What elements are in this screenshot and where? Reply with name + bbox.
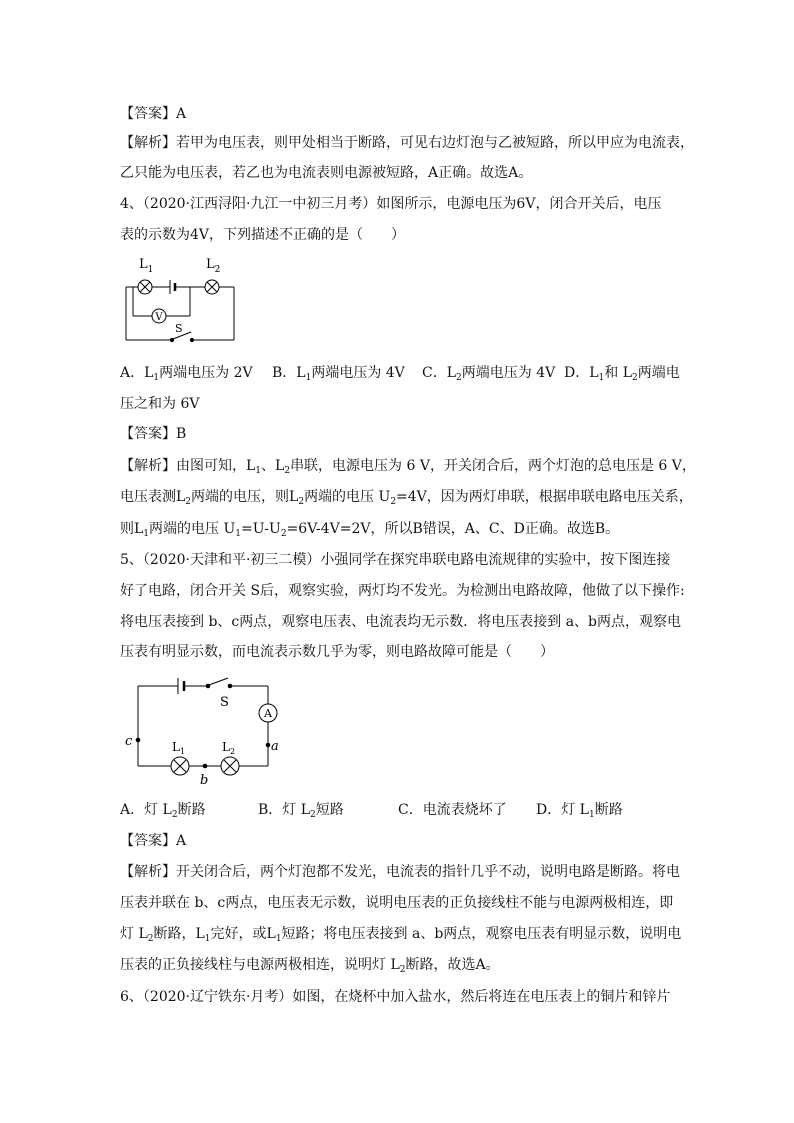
q5-option-b: B．灯 $L_2$短路 <box>258 802 344 820</box>
lamp-l2-label: $L_2$ <box>206 257 221 275</box>
point-b-label: b <box>200 773 209 788</box>
q5-stem-2: 好了电路，闭合开关 S后，观察实验，两灯均不发光。为检测出电路故障，他做了以下操作: <box>120 583 685 599</box>
q5-stem-4: 压表有明显示数，而电流表示数几乎为零，则电路故障可能是（ ） <box>120 644 554 660</box>
point-a-label: a <box>271 739 279 754</box>
q5-circuit-diagram <box>120 670 280 790</box>
lamp-l2-label: $L_2$ <box>222 740 236 756</box>
q4-circuit-diagram <box>118 252 248 352</box>
q4-answer: 【答案】B <box>120 426 187 442</box>
q5-analysis-3: 灯 $L_2$断路，$L_1$完好，或$L_1$短路；将电压表接到 a、b两点，观察电压表有明显示数，说明电 <box>120 926 682 944</box>
q5-analysis-1: 【解析】开关闭合后，两个灯泡都不发光，电流表的指针几乎不动，说明电路是断路。将电 <box>120 864 680 880</box>
q4-option-c: C．$L_2$两端电压为 4V <box>422 365 556 383</box>
q4-option-a: A．$L_1$两端电压为 2V <box>120 365 253 383</box>
answer-label: 【答案】 <box>120 106 176 122</box>
q5-analysis-2: 压表并联在 b、c两点，电压表无示数，说明电压表的正负接线柱不能与电源两极相连，即 <box>120 895 674 911</box>
q4-analysis-2: 电压表测$L_2$两端的电压，则$L_2$两端的电压 $U_2=4V$，因为两灯串联，根据串联电路电压关系， <box>120 489 693 507</box>
q5-analysis-4: 压表的正负接线柱与电源两极相连，说明灯 $L_2$断路，故选A。 <box>120 957 500 975</box>
analysis-line-2: 乙只能为电压表，若乙也为电流表则电源被短路，A正确。故选A。 <box>120 165 533 181</box>
answer-line-1 <box>120 104 186 124</box>
q4-analysis-3: 则$L_1$两端的电压 $U_1=U-U_2=6V-4V=2V$，所以B错误，A、C、D正确。故选B。 <box>120 521 620 539</box>
q5-option-c: C．电流表烧坏了 <box>398 802 507 818</box>
lamp-l1-label: $L_1$ <box>139 257 154 275</box>
switch-label: S <box>220 695 229 710</box>
q4-stem-2: 表的示数为4V，下列描述不正确的是（ ） <box>120 227 406 243</box>
q6-stem-1: 6、（2020·辽宁铁东·月考）如图，在烧杯中加入盐水，然后将连在电压表上的铜片和锌片 <box>120 989 671 1005</box>
point-c-label: c <box>125 734 133 749</box>
q5-option-a: A．灯 $L_2$断路 <box>120 802 206 820</box>
voltmeter-label: V <box>155 312 163 323</box>
q5-option-d: D．灯 $L_1$断路 <box>536 802 623 820</box>
q4-options <box>120 363 680 383</box>
q5-answer: 【答案】A <box>120 833 187 849</box>
lamp-l1-label: $L_1$ <box>172 740 186 756</box>
ammeter-label: A <box>264 707 272 720</box>
q4-analysis-1: 【解析】由图可知，$L_1$、$L_2$串联，电源电压为 6 V，开关闭合后，两个灯泡的总电压是 6 V， <box>120 458 696 476</box>
switch-label: S <box>175 322 183 335</box>
q4-option-d: D．$L_1$和 $L_2$两端电 <box>564 365 680 383</box>
analysis-label: 【解析】 <box>120 135 176 151</box>
answer-value: A <box>176 106 187 122</box>
q5-stem-3: 将电压表接到 b、c两点，观察电压表、电流表均无示数．将电压表接到 a、b两点，观察电 <box>120 614 682 630</box>
q4-option-b: B．$L_1$两端电压为 4V <box>272 365 405 383</box>
q4-option-d-cont: 压之和为 6V <box>120 396 200 412</box>
q4-stem-1: 4、（2020·江西浔阳·九江一中初三月考）如图所示，电源电压为6V，闭合开关后，电压 <box>120 196 662 212</box>
q5-options <box>120 800 623 820</box>
analysis-line-1: 【解析】若甲为电压表，则甲处相当于断路，可见右边灯泡与乙被短路，所以甲应为电流表， <box>120 135 694 151</box>
q5-stem-1: 5、（2020·天津和平·初三二模）小强同学在探究串联电路电流规律的实验中，按下图连接 <box>120 552 671 568</box>
